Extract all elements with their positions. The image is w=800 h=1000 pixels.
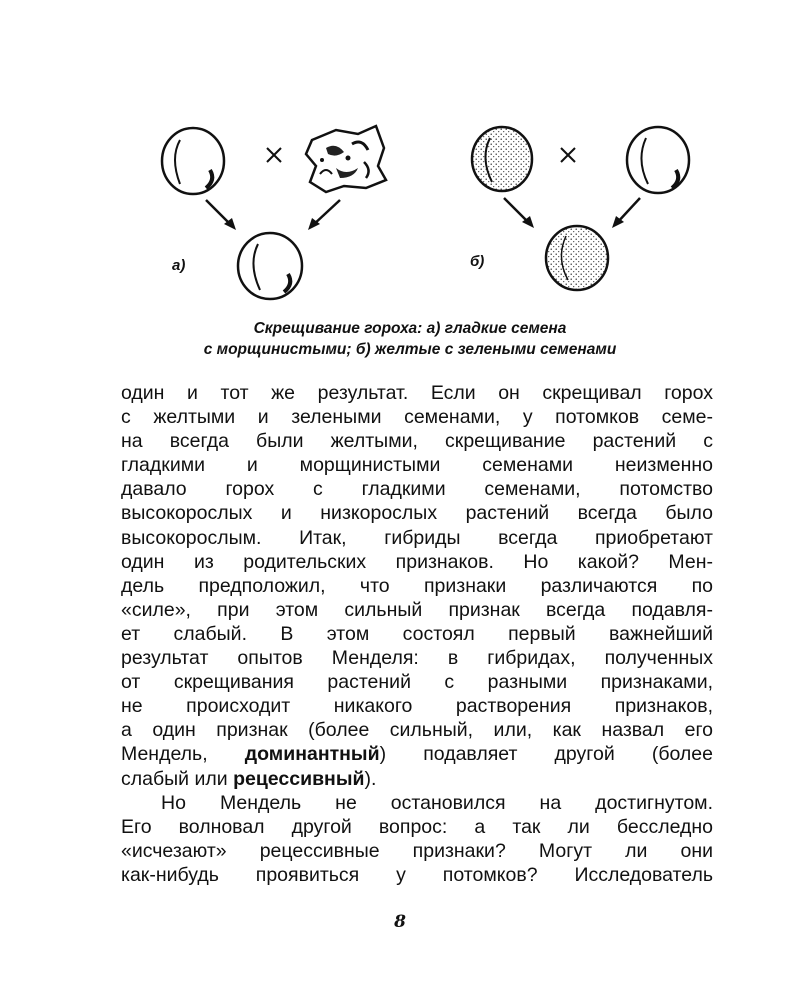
- text-line: «силе», при этом сильный признак всегда подавля-: [121, 598, 713, 621]
- text-line: не происходит никакого растворения признаков,: [121, 695, 713, 718]
- arrows-a: [206, 200, 340, 230]
- term-dominant: доминантный: [244, 743, 380, 766]
- text-line: результат опытов Менделя: в гибридах, полученных: [121, 647, 713, 670]
- text-line: гладкими и морщинистыми семенами неизменно: [121, 454, 713, 477]
- green-pea-parent: [627, 127, 689, 193]
- text-line: как-нибудь проявиться у потомков? Исследователь: [121, 863, 713, 886]
- cross-sign-a: [267, 148, 281, 162]
- text-line: один и тот же результат. Если он скрещивал горох: [121, 382, 713, 404]
- text-line: высокорослым. Итак, гибриды всегда приобретают: [121, 526, 713, 549]
- smooth-pea-hybrid: [238, 233, 302, 299]
- cross-sign-b: [561, 148, 575, 162]
- figure-label-b: б): [470, 253, 485, 270]
- arrows-b: [504, 198, 640, 228]
- text-line: давало горох с гладкими семенами, потомство: [121, 478, 713, 501]
- text-line: с желтыми и зелеными семенами, у потомков семе-: [121, 406, 713, 429]
- text-fragment: ).: [364, 767, 377, 790]
- pea-cross-illustration: [140, 118, 700, 308]
- text-line: высокорослых и низкорослых растений всегда было: [121, 502, 713, 525]
- text-line: Но Мендель не остановился на достигнутом.: [161, 791, 713, 814]
- text-line: на всегда были желтыми, скрещивание растений с: [121, 430, 713, 453]
- text-line: [121, 742, 713, 766]
- text-fragment: Мендель,: [121, 743, 245, 766]
- yellow-pea-hybrid: [546, 226, 608, 290]
- text-line: а один признак (более сильный, или, как назвал его: [121, 719, 713, 742]
- text-line: Его волновал другой вопрос: а так ли бесследно: [121, 815, 713, 838]
- text-line: ет слабый. В этом состоял первый важнейший: [121, 622, 713, 645]
- text-line: от скрещивания растений с разными признаками,: [121, 671, 713, 694]
- wrinkled-pea-parent: [306, 126, 386, 192]
- figure-caption: [100, 318, 720, 360]
- yellow-pea-parent: [472, 127, 532, 191]
- page-number: 8: [394, 912, 406, 932]
- text-line: «исчезают» рецессивные признаки? Могут ли они: [121, 839, 713, 862]
- text-fragment: ) подавляет другой (более: [379, 743, 713, 766]
- text-line: один из родительских признаков. Но какой? Мен-: [121, 550, 713, 573]
- body-text: [121, 381, 713, 887]
- caption-line: Скрещивание гороха: а) гладкие семена: [253, 320, 567, 337]
- text-line: дель предположил, что признаки различаются по: [121, 574, 713, 597]
- term-recessive: рецессивный: [233, 767, 365, 790]
- smooth-pea-parent-a: [162, 128, 224, 194]
- text-line: [121, 767, 713, 791]
- caption-line: с морщинистыми; б) желтые с зелеными семенами: [203, 341, 617, 358]
- text-fragment: слабый или: [121, 767, 234, 790]
- figure-label-a: а): [172, 257, 186, 274]
